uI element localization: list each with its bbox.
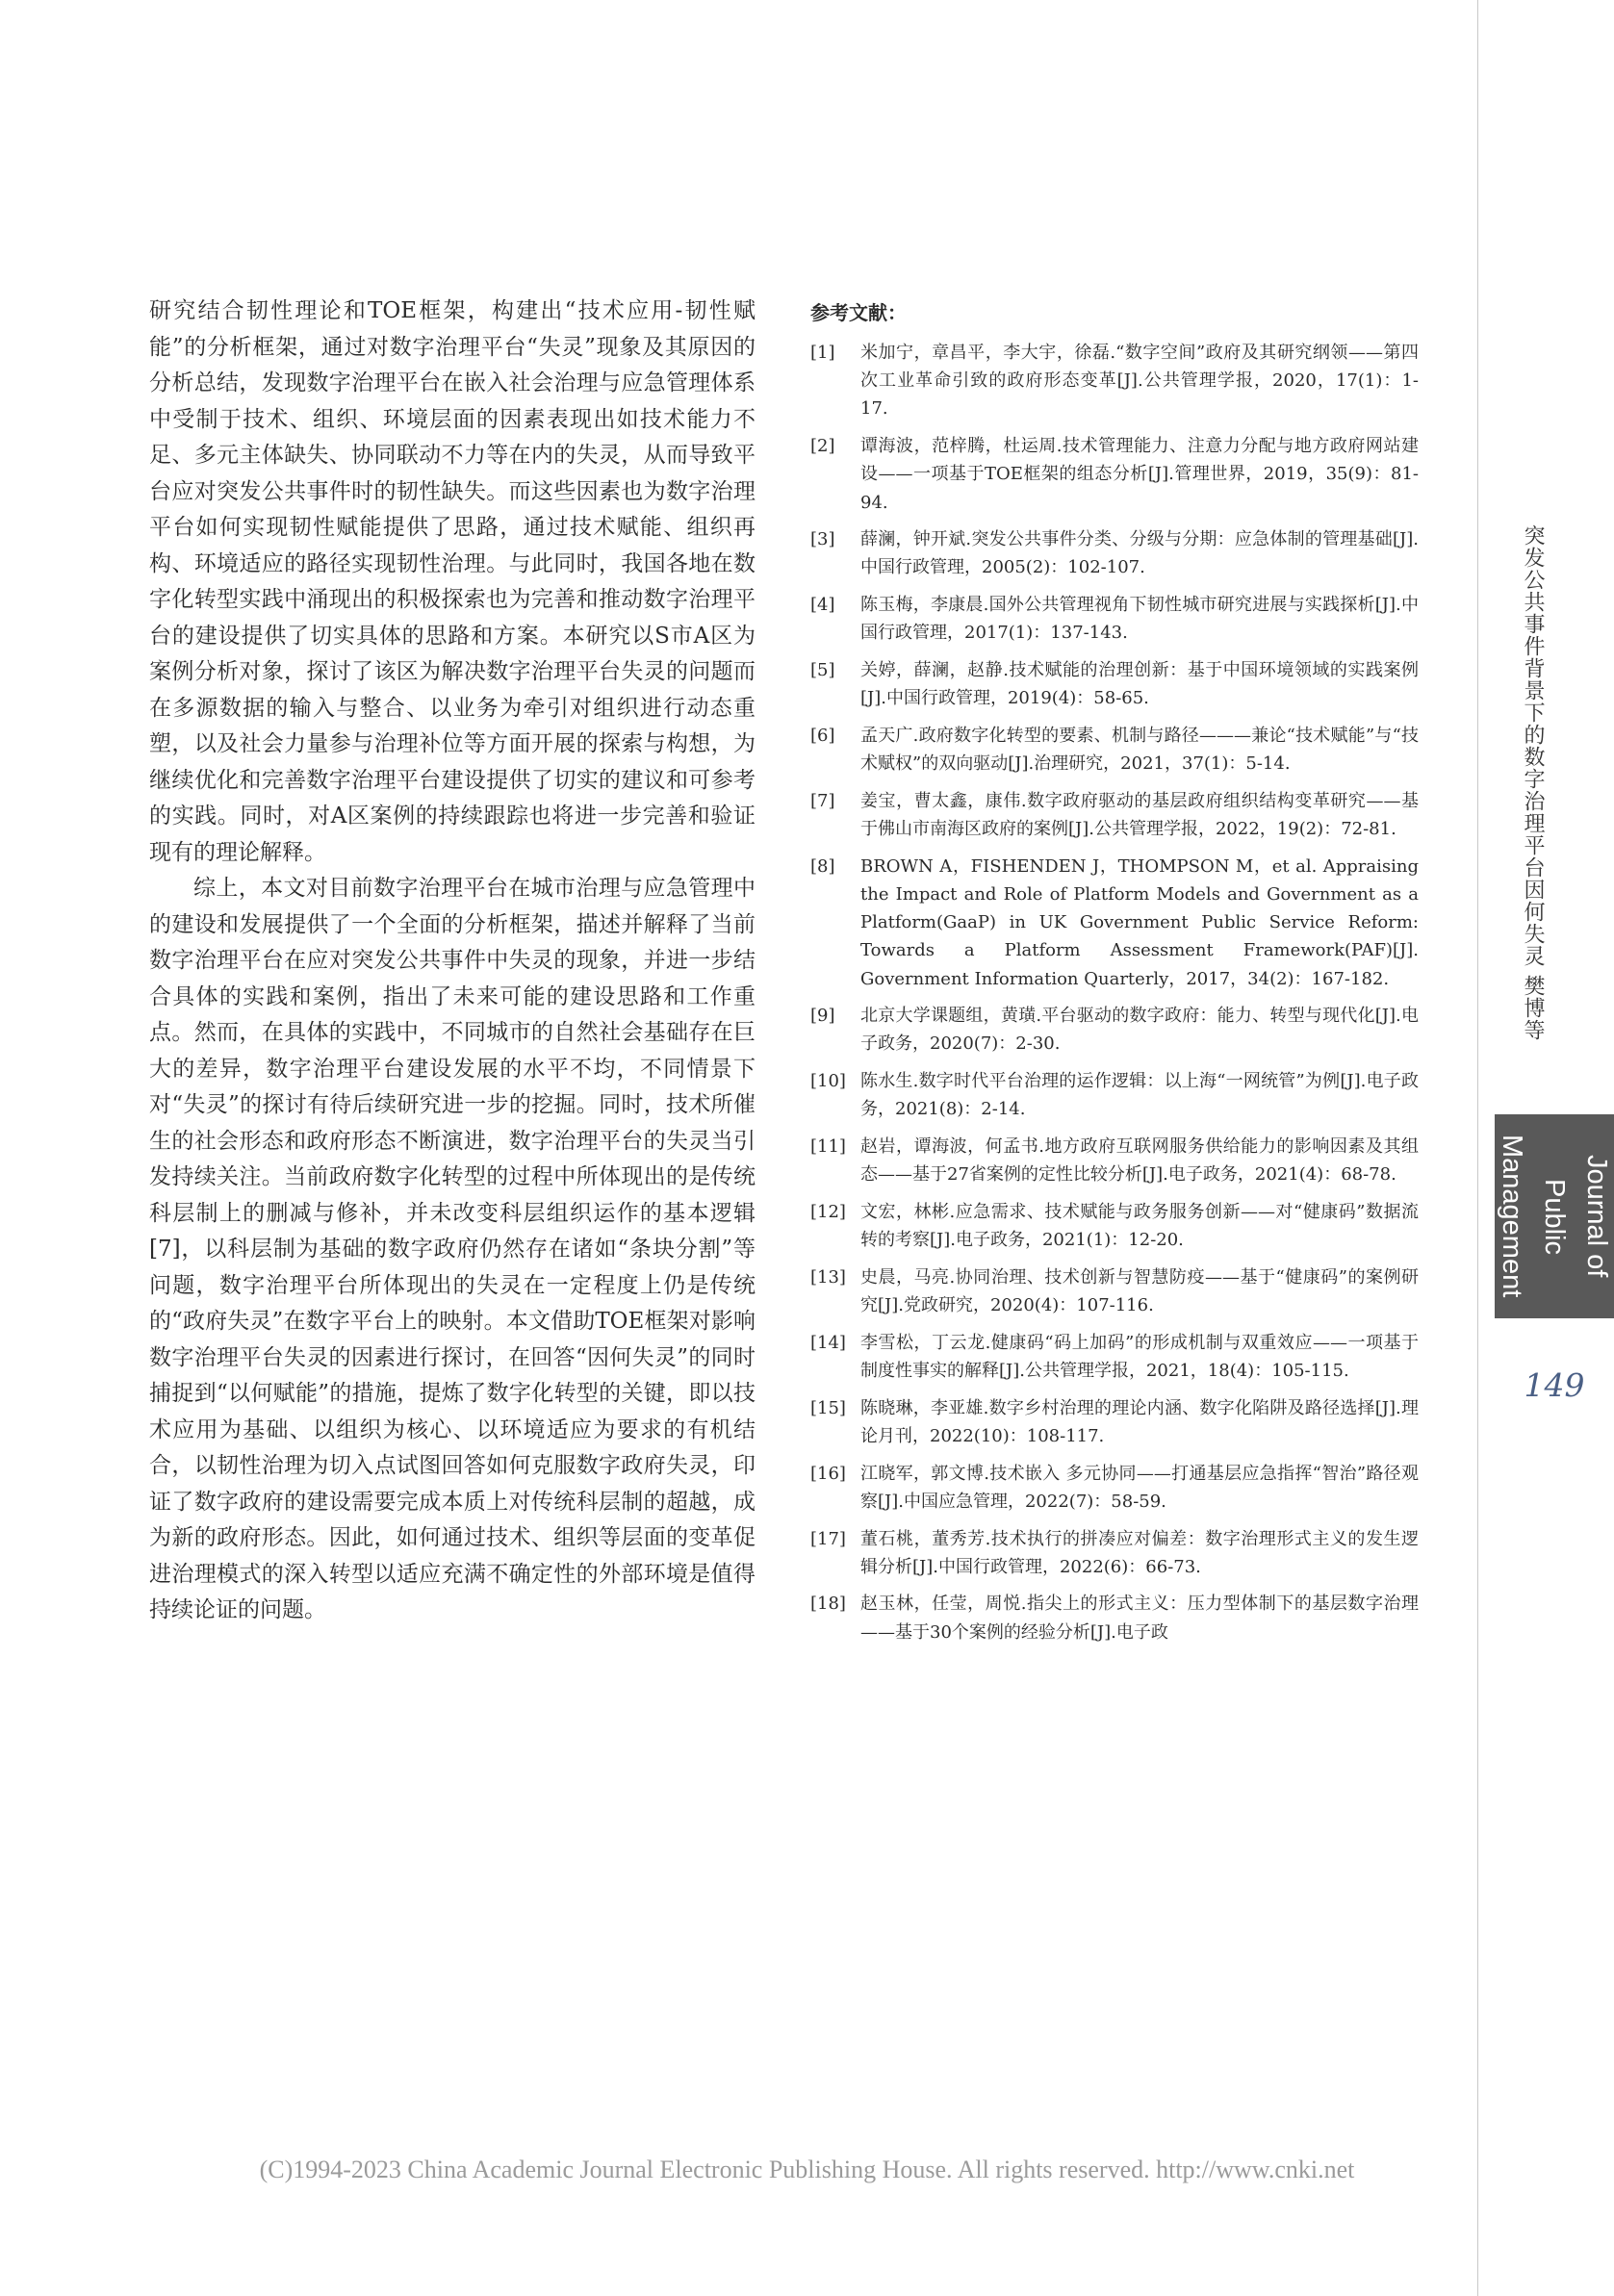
reference-text: 陈水生.数字时代平台治理的运作逻辑：以上海“一网统管”为例[J].电子政务，2021(8)：2-14.: [860, 1071, 1419, 1120]
reference-number: [11]: [810, 1136, 846, 1158]
reference-text: 关婷，薛澜，赵静.技术赋能的治理创新：基于中国环境领域的实践案例[J].中国行政管理，2019(4)：58-65.: [860, 660, 1419, 709]
reference-text: 赵玉林，任莹，周悦.指尖上的形式主义：压力型体制下的基层数字治理——基于30个案例的经验分析[J].电子政: [860, 1594, 1419, 1643]
reference-item: [810, 722, 1419, 778]
journal-name: Journal of Public Management: [1497, 1135, 1612, 1298]
reference-item: [810, 1525, 1419, 1581]
body-paragraph-2: 综上，本文对目前数字治理平台在城市治理与应急管理中的建设和发展提供了一个全面的分析框架，描述并解释了当前数字治理平台在应对突发公共事件中失灵的现象，并进一步结合具体的实践和案例，指出了未来可能的建设思路和工作重点。然而，在具体的实践中，不同城市的自然社会基础存在巨大的差异，数字治理平台建设发展的水平不均，不同情景下对“失灵”的探讨有待后续研究进一步的挖掘。同时，技术所催生的社会形态和政府形态不断演进，数字治理平台的失灵当引发持续关注。当前政府数字化转型的过程中所体现出的是传统科层制上的删减与修补，并未改变科层组织运作的基本逻辑[7]，以科层制为基础的数字政府仍然存在诸如“条块分割”等问题，数字治理平台所体现出的失灵在一定程度上仍是传统的“政府失灵”在数字平台上的映射。本文借助TOE框架对影响数字治理平台失灵的因素进行探讨，在回答“因何失灵”的同时捕捉到“以何赋能”的措施，提炼了数字化转型的关键，即以技术应用为基础、以组织为核心、以环境适应为要求的有机结合，以韧性治理为切入点试图回答如何克服数字政府失灵，印证了数字政府的建设需要完成本质上对传统科层制的超越，成为新的政府形态。因此，如何通过技术、组织等层面的变革促进治理模式的深入转型以适应充满不确定性的外部环境是值得持续论证的问题。: [149, 876, 756, 1622]
reference-item: [810, 1133, 1419, 1188]
body-paragraph-1: 研究结合韧性理论和TOE框架，构建出“技术应用-韧性赋能”的分析框架，通过对数字治理平台“失灵”现象及其原因的分析总结，发现数字治理平台在嵌入社会治理与应急管理体系中受制于技术、组织、环境层面的因素表现出如技术能力不足、多元主体缺失、协同联动不力等在内的失灵，从而导致平台应对突发公共事件时的韧性缺失。而这些因素也为数字治理平台如何实现韧性赋能提供了思路，通过技术赋能、组织再构、环境适应的路径实现韧性治理。与此同时，我国各地在数字化转型实践中涌现出的积极探索也为完善和推动数字治理平台的建设提供了切实具体的思路和方案。本研究以S市A区为案例分析对象，探讨了该区为解决数字治理平台失灵的问题而在多源数据的输入与整合、以业务为牵引对组织进行动态重塑，以及社会力量参与治理补位等方面开展的探索与构想，为继续优化和完善数字治理平台建设提供了切实的建议和可参考的实践。同时，对A区案例的持续跟踪也将进一步完善和验证现有的理论解释。: [149, 298, 756, 865]
reference-number: [14]: [810, 1332, 846, 1353]
reference-text: 孟天广.政府数字化转型的要素、机制与路径———兼论“技术赋能”与“技术赋权”的双向驱动[J].治理研究，2021，37(1)：5-14.: [860, 725, 1419, 775]
reference-item: [810, 339, 1419, 423]
reference-list: [810, 339, 1419, 1646]
reference-text: BROWN A，FISHENDEN J，THOMPSON M，et al. Appraising the Impact and Role of Platform Models and Government as a Platform(GaaP) in UK Government Public Service Reform: Towards a Platform Assessment Framework(PAF)[J]. Government Information Quarterly，2017，34(2)：167-182.: [860, 855, 1419, 989]
reference-number: [7]: [810, 790, 835, 811]
reference-number: [9]: [810, 1006, 835, 1027]
references-title: 参考文献：: [810, 301, 907, 324]
reference-text: 李雪松，丁云龙.健康码“码上加码”的形成机制与双重效应——一项基于制度性事实的解释[J].公共管理学报，2021，18(4)：105-115.: [860, 1332, 1419, 1381]
reference-item: [810, 525, 1419, 581]
reference-text: 董石桃，董秀芳.技术执行的拼凑应对偏差：数字治理形式主义的发生逻辑分析[J].中国行政管理，2022(6)：66-73.: [860, 1528, 1419, 1577]
reference-number: [5]: [810, 660, 835, 681]
journal-badge: [1495, 1114, 1614, 1318]
reference-number: [3]: [810, 529, 835, 550]
reference-item: [810, 1590, 1419, 1645]
reference-number: [18]: [810, 1594, 846, 1615]
reference-number: [17]: [810, 1528, 846, 1549]
reference-text: 姜宝，曹太鑫，康伟.数字政府驱动的基层政府组织结构变革研究——基于佛山市南海区政府的案例[J].公共管理学报，2022，19(2)：72-81.: [860, 790, 1419, 840]
reference-item: [810, 853, 1419, 993]
reference-item: [810, 432, 1419, 517]
reference-number: [13]: [810, 1266, 846, 1288]
reference-number: [1]: [810, 343, 835, 363]
reference-item: [810, 1067, 1419, 1123]
reference-text: 薛澜，钟开斌.突发公共事件分类、分级与分期：应急体制的管理基础[J].中国行政管理，2005(2)：102-107.: [860, 529, 1419, 578]
running-title: 突发公共事件背景下的数字治理平台因何失灵 樊博等: [1521, 524, 1545, 1041]
reference-number: [15]: [810, 1397, 846, 1418]
margin-divider: [1477, 0, 1478, 2296]
reference-text: 陈晓琳，李亚雄.数字乡村治理的理论内涵、数字化陷阱及路径选择[J].理论月刊，2022(10)：108-117.: [860, 1397, 1419, 1446]
reference-text: 史晨，马亮.协同治理、技术创新与智慧防疫——基于“健康码”的案例研究[J].党政研究，2020(4)：107-116.: [860, 1266, 1419, 1316]
reference-text: 北京大学课题组，黄璜.平台驱动的数字政府：能力、转型与现代化[J].电子政务，2020(7)：2-30.: [860, 1006, 1419, 1055]
reference-item: [810, 787, 1419, 843]
reference-item: [810, 1394, 1419, 1450]
reference-text: 江晓军，郭文博.技术嵌入 多元协同——打通基层应急指挥“智治”路径观察[J].中国应急管理，2022(7)：58-59.: [860, 1463, 1419, 1512]
reference-number: [12]: [810, 1201, 846, 1222]
reference-item: [810, 1460, 1419, 1516]
reference-text: 陈玉梅，李康晨.国外公共管理视角下韧性城市研究进展与实践探析[J].中国行政管理，2017(1)：137-143.: [860, 595, 1419, 644]
reference-item: [810, 1198, 1419, 1254]
references-section: [810, 298, 1419, 1655]
reference-item: [810, 1263, 1419, 1319]
reference-item: [810, 1329, 1419, 1385]
reference-number: [4]: [810, 595, 835, 616]
reference-number: [2]: [810, 436, 835, 457]
body-text: [149, 293, 756, 1629]
reference-item: [810, 1002, 1419, 1058]
reference-number: [10]: [810, 1071, 846, 1092]
reference-text: 文宏，林彬.应急需求、技术赋能与政务服务创新——对“健康码”数据流转的考察[J].电子政务，2021(1)：12-20.: [860, 1201, 1419, 1251]
page-number: 149: [1524, 1366, 1585, 1404]
copyright-footer: (C)1994-2023 China Academic Journal Electronic Publishing House. All rights reserved. http://www.cnki.net: [259, 2156, 1355, 2183]
reference-item: [810, 591, 1419, 647]
reference-text: 谭海波，范梓腾，杜运周.技术管理能力、注意力分配与地方政府网站建设——一项基于TOE框架的组态分析[J].管理世界，2019，35(9)：81-94.: [860, 436, 1419, 513]
reference-item: [810, 656, 1419, 712]
reference-number: [6]: [810, 725, 835, 746]
reference-number: [16]: [810, 1463, 846, 1484]
reference-text: 赵岩，谭海波，何孟书.地方政府互联网服务供给能力的影响因素及其组态——基于27省案例的定性比较分析[J].电子政务，2021(4)：68-78.: [860, 1136, 1419, 1186]
reference-text: 米加宁，章昌平，李大宇，徐磊.“数字空间”政府及其研究纲领——第四次工业革命引致的政府形态变革[J].公共管理学报，2020，17(1)：1-17.: [860, 343, 1419, 420]
reference-number: [8]: [810, 855, 835, 877]
